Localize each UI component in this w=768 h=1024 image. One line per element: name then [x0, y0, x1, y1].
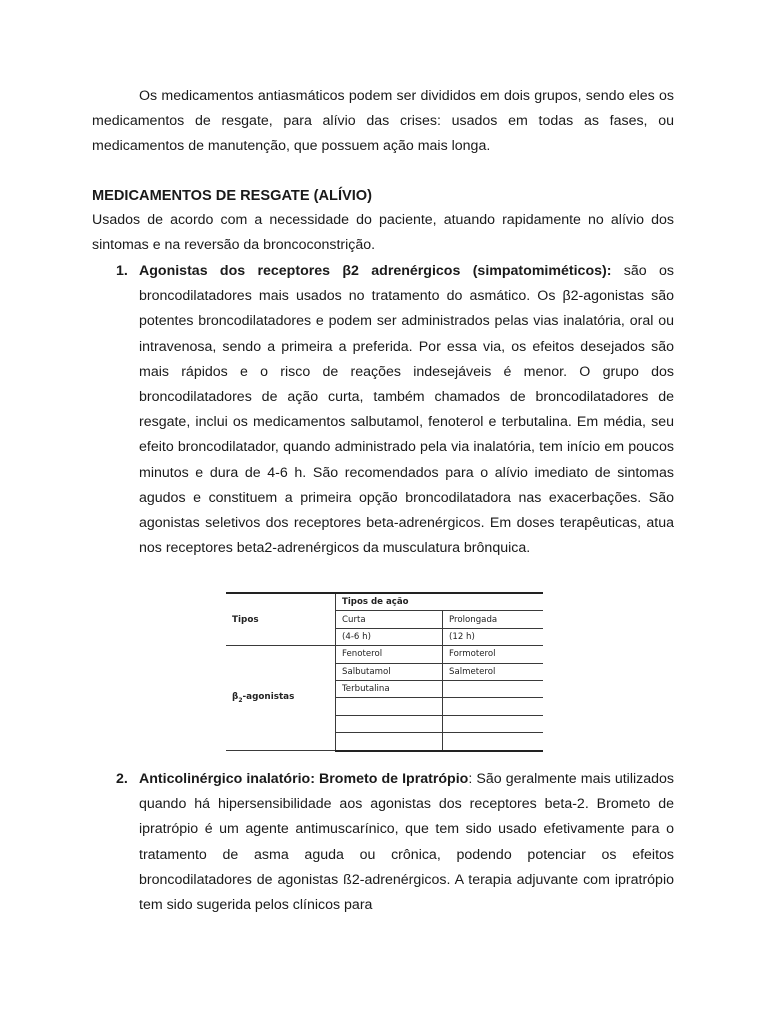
table-cell-drug: Salmeterol [443, 663, 544, 680]
table-cell-empty [443, 733, 544, 751]
table-cell-empty [443, 698, 544, 715]
beta2-agonists-table [226, 592, 543, 762]
table-cell-drug: Salbutamol [336, 663, 443, 680]
list-item-1-body: são os broncodilatadores mais usados no tratamento do asmático. Os β2-agonistas são potentes broncodilatadores e podem ser administrados pelas vias inalatória, oral ou intravenosa, sendo a primeira a preferida. Por essa via, os efeitos desejados são mais rápidos e o risco de reações indesejáveis é menor. O grupo dos broncodilatadores de ação curta, também chamados de broncodilatadores de resgate, inclui os medicamentos salbutamol, fenoterol e terbutalina. Em média, seu efeito broncodilatador, quando administrado pela via inalatória, tem início em poucos minutos e dura de 4-6 h. São recomendados para o alívio imediato de sintomas agudos e constituem a primeira opção broncodilatadora nas exacerbações. São agonistas seletivos dos receptores beta-adrenérgicos. Em doses terapêuticas, atua nos receptores beta2-adrenérgicos da musculatura brônquica. [139, 263, 674, 557]
list-item-1-title: Agonistas dos receptores β2 adrenérgicos (simpatomiméticos): [139, 263, 612, 279]
table-cell-drug: Terbutalina [336, 680, 443, 697]
table-cell-drug: Formoterol [443, 646, 544, 663]
table-cell-empty [336, 715, 443, 732]
table-cell-curta-duracao: (4-6 h) [336, 628, 443, 645]
list-number-1: 1. [116, 263, 128, 279]
list-item-2-body: : São geralmente mais utilizados quando há hipersensibilidade aos agonistas dos receptores beta-2. Brometo de ipratrópio é um agente antimuscarínico, que tem sido usado efetivamente para o tratamento de asma aguda ou crônica, podendo potenciar os efeitos broncodilatadores de agonistas ß2-adrenérgicos. A terapia adjuvante com ipratrópio tem sido sugerida pelos clínicos para [139, 771, 674, 914]
table-header-tipos-acao: Tipos de ação [336, 593, 544, 611]
list-number-2: 2. [116, 771, 128, 787]
section-intro-paragraph: Usados de acordo com a necessidade do paciente, atuando rapidamente no alívio dos sintomas e na reversão da broncoconstrição. [92, 212, 674, 254]
table-cell-empty [443, 680, 544, 697]
table-cell-prolongada: Prolongada [443, 611, 544, 628]
intro-paragraph: Os medicamentos antiasmáticos podem ser divididos em dois grupos, sendo eles os medicamentos de resgate, para alívio das crises: usados em todas as fases, ou medicamentos de manutenção, que possuem ação mais longa. [92, 88, 674, 155]
list-item-2-title: Anticolinérgico inalatório: Brometo de Ipratrópio [139, 771, 469, 787]
table-cell-empty [443, 715, 544, 732]
list-item-2 [116, 767, 674, 918]
list-item-1 [116, 259, 674, 561]
table-row-label: $\beta_2$-agonistas [226, 646, 336, 751]
table-cell-drug: Fenoterol [336, 646, 443, 663]
table-cell-empty [336, 698, 443, 715]
table-cell-empty [336, 733, 443, 751]
table-header-tipos: Tipos [226, 593, 336, 646]
section-heading: MEDICAMENTOS DE RESGATE (ALÍVIO) [92, 188, 372, 204]
table-cell-curta: Curta [336, 611, 443, 628]
table-cell-prolongada-duracao: (12 h) [443, 628, 544, 645]
